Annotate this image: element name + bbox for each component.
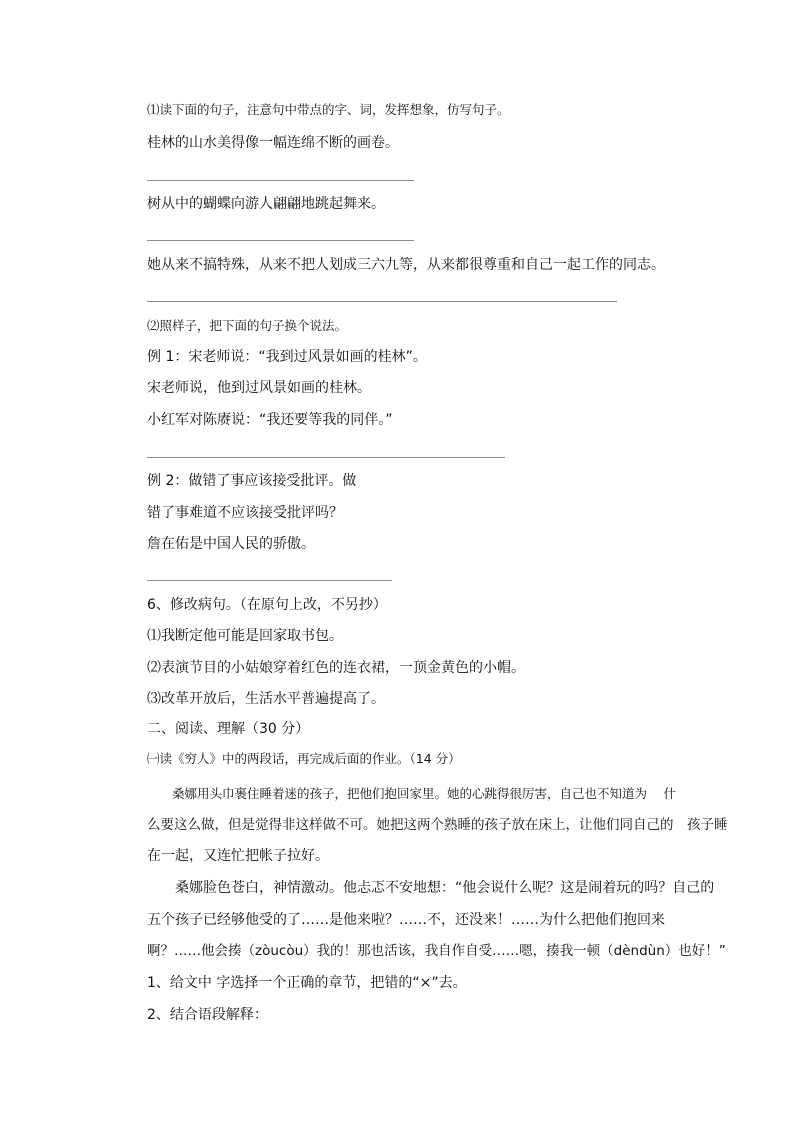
passage-paragraph-2	[147, 873, 726, 968]
sick-sentence-3: ⑶改革开放后，生活水平普遍提高了。	[147, 691, 385, 707]
q2-instruction: ⑵照样子，把下面的句子换个说法。	[147, 318, 348, 333]
example-2-original: 例 2：做错了事应该接受批评。做	[147, 473, 357, 489]
reading-sub-heading: ㈠读《穷人》中的两段话，再完成后面的作业。（14 分）	[147, 751, 461, 766]
answer-line-1	[147, 180, 414, 181]
passage-1-line-3: 在一起，又连忙把帐子拉好。	[147, 848, 329, 864]
sick-sentence-1: ⑴我断定他可能是回家取书包。	[147, 628, 343, 644]
example-1-task: 小红军对陈赓说：“我还要等我的同伴。”	[147, 412, 393, 428]
q1-instruction: ⑴读下面的句子，注意句中带点的字、词，发挥想象，仿写句子。	[147, 102, 510, 117]
sick-sentence-2: ⑵表演节目的小姑娘穿着红色的连衣裙，一顶金黄色的小帽。	[147, 660, 525, 676]
example-1-original: 例 1：宋老师说：“我到过风景如画的桂林”。	[147, 349, 427, 365]
passage-1-line-1: 桑娜用头巾裹住睡着迷的孩子，把他们抱回家里。她的心跳得很厉害，自己也不知道为 什	[172, 786, 676, 801]
answer-line-2	[147, 240, 414, 241]
answer-line-3	[147, 301, 617, 302]
passage-2-line-2: 五个孩子已经够他受的了……是他来啦？……不，还没来！……为什么把他们抱回来	[147, 911, 665, 928]
example-1-rewritten: 宋老师说，他到过风景如画的桂林。	[147, 380, 371, 396]
section-6-heading: 6、修改病句。（在原句上改，不另抄）	[147, 597, 387, 613]
q1-sentence-1: 桂林的山水美得像一幅连绵不断的画卷。	[147, 135, 399, 151]
answer-line-4	[147, 457, 505, 458]
question-1: 1、给文中 字选择一个正确的章节，把错的“×”去。	[147, 975, 467, 991]
answer-line-5	[147, 580, 392, 581]
example-2-rewritten: 错了事难道不应该接受批评吗？	[147, 505, 343, 521]
passage-1-line-2: 么要这么做，但是觉得非这样做不可。她把这两个熟睡的孩子放在床上，让他们同自己的 孩子睡	[147, 816, 728, 833]
part-2-heading: 二、阅读、理解（30 分）	[147, 721, 310, 737]
question-2: 2、结合语段解释：	[147, 1007, 268, 1023]
passage-2-line-3: 啊？……他会揍（zòucòu）我的！那也活该，我自作自受……嗯，揍我一顿（dèndùn）也好！”	[147, 943, 726, 959]
passage-2-line-1: 桑娜脸色苍白，神情激动。他忐忑不安地想：“他会说什么呢？这是闹着玩的吗？自己的	[175, 880, 715, 896]
passage-paragraph-1	[147, 778, 728, 873]
example-2-task: 詹在佑是中国人民的骄傲。	[147, 536, 315, 552]
q1-sentence-2: 树从中的蝴蝶向游人翩翩地跳起舞来。	[147, 196, 385, 212]
q1-sentence-3: 她从来不搞特殊，从来不把人划成三六九等，从来都很尊重和自己一起工作的同志。	[147, 257, 665, 273]
